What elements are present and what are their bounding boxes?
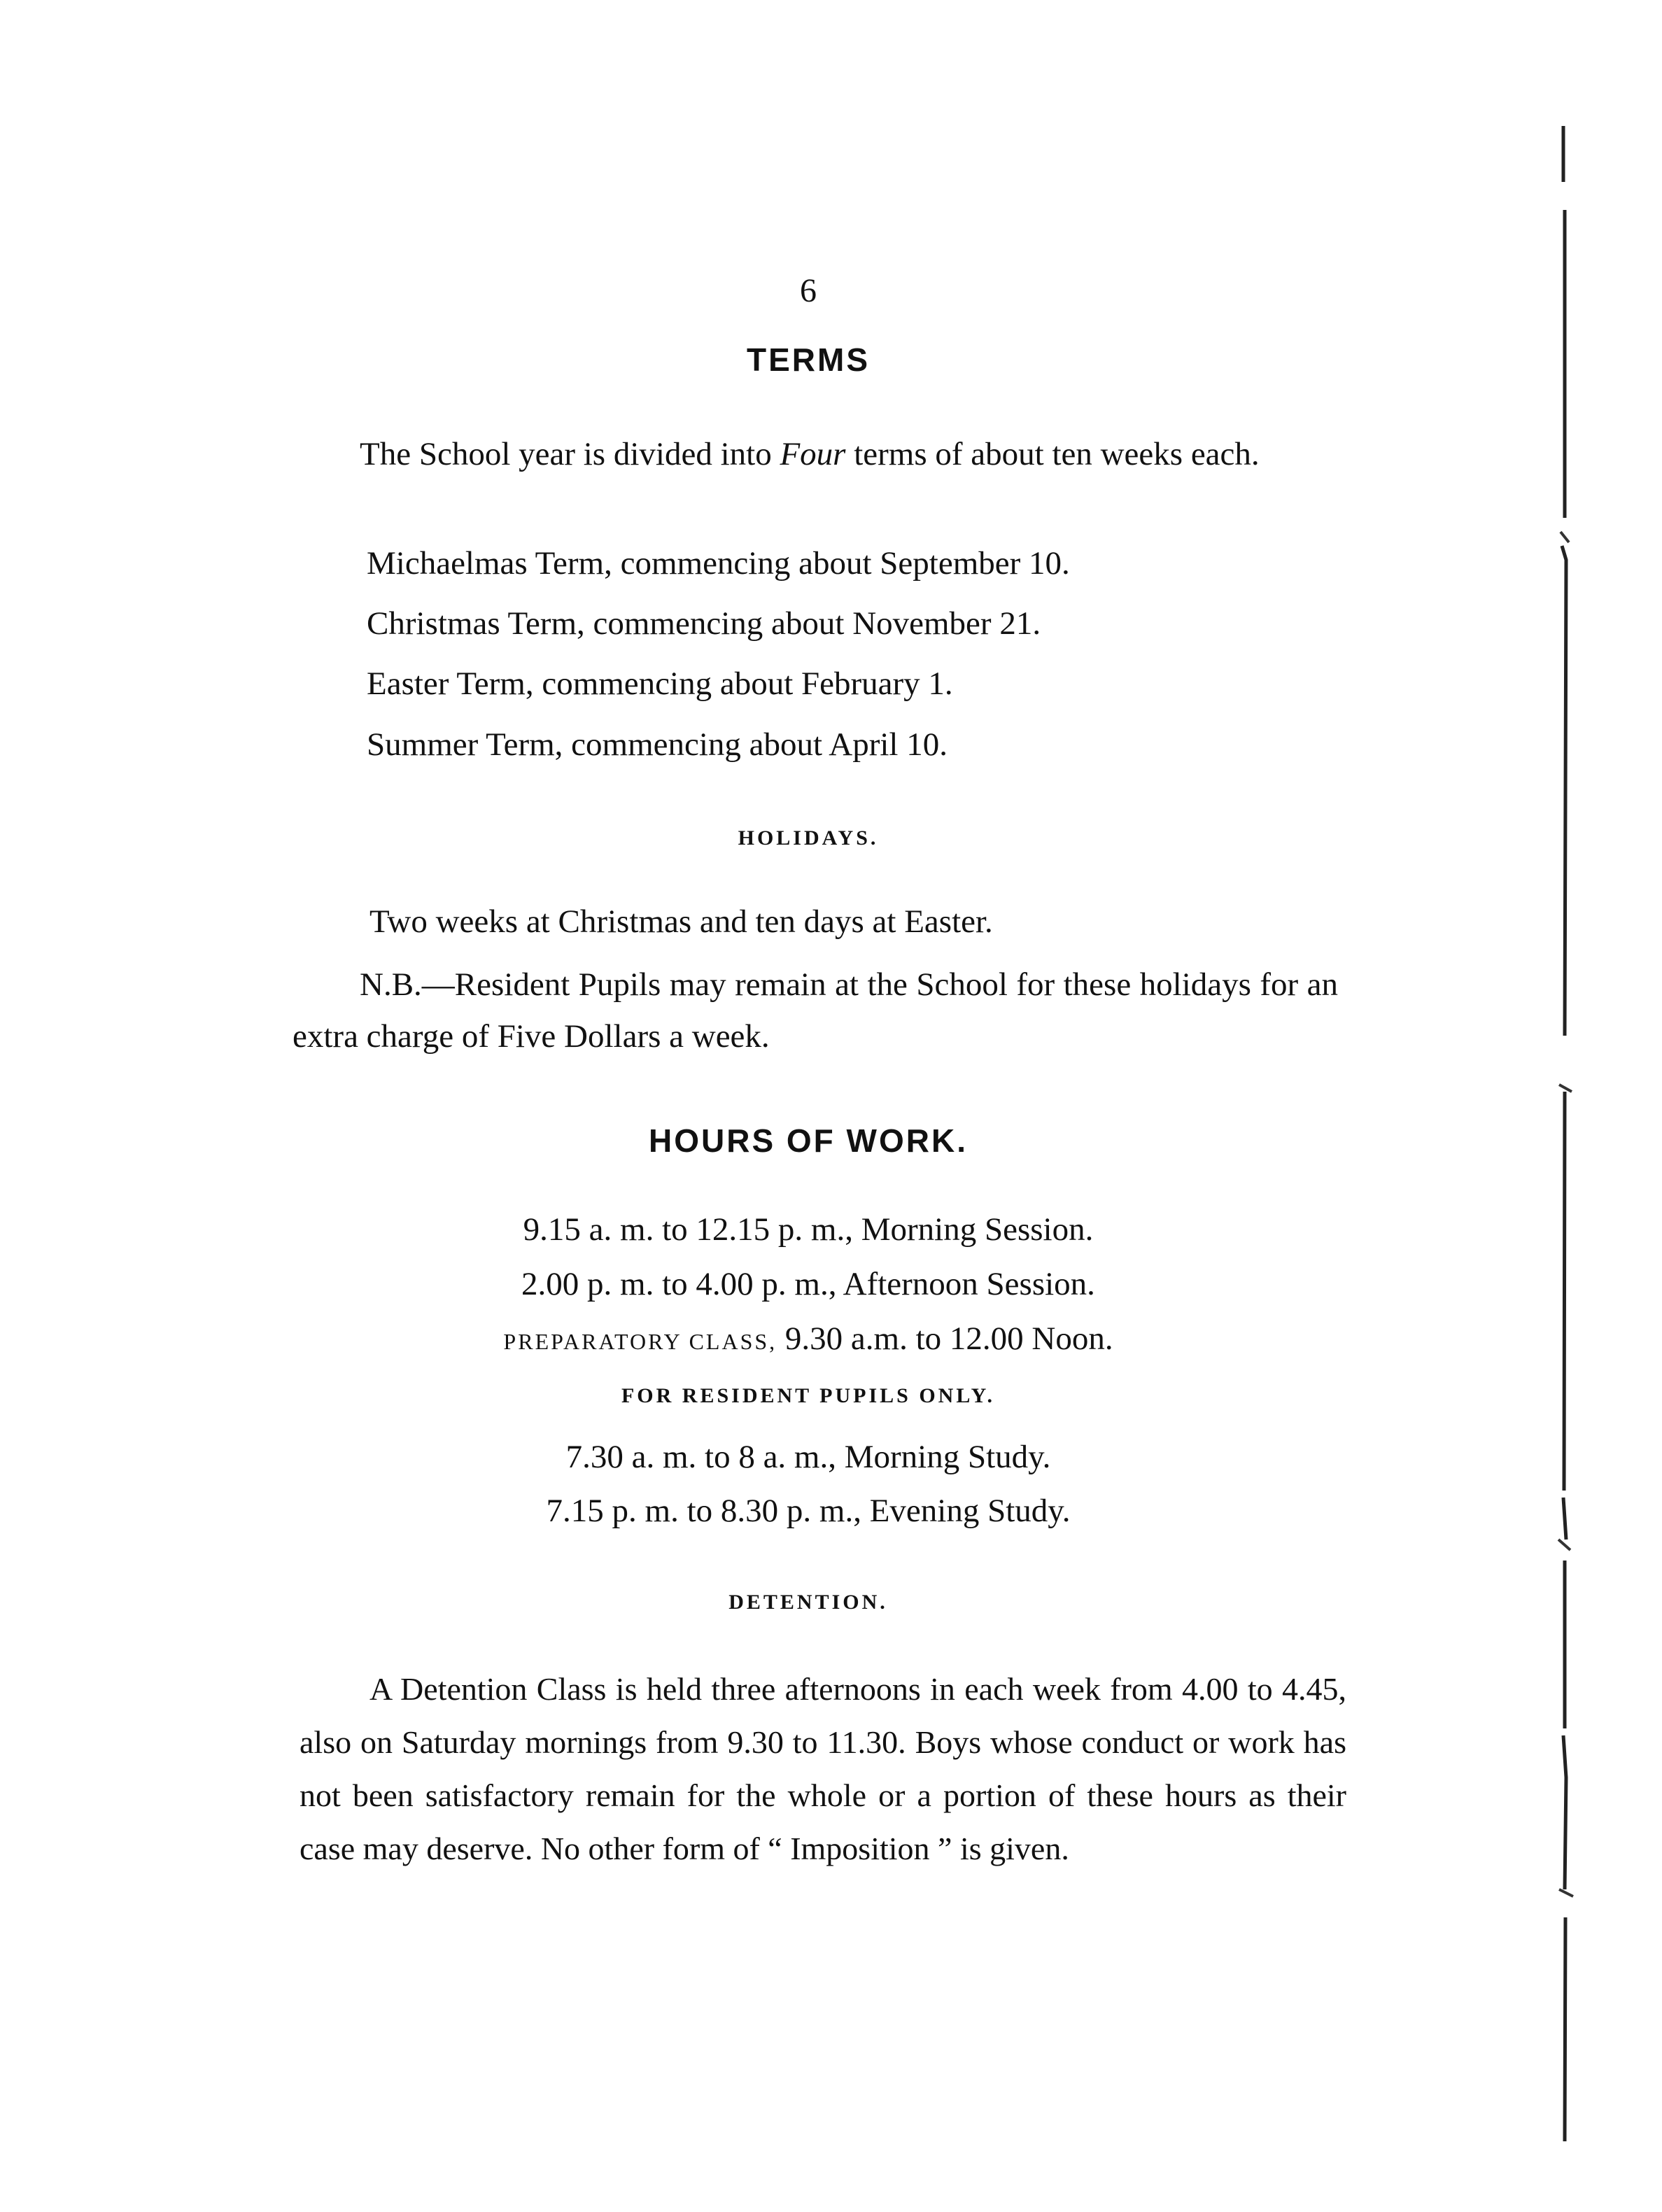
term-line-christmas: Christmas Term, commencing about November 21. xyxy=(367,605,1041,642)
schedule-afternoon-session: 2.00 p. m. to 4.00 p. m., Afternoon Session. xyxy=(521,1266,1095,1302)
schedule-morning-session: 9.15 a. m. to 12.15 p. m., Morning Session. xyxy=(523,1211,1094,1248)
preparatory-class-time: 9.30 a.m. to 12.00 Noon. xyxy=(777,1320,1113,1357)
schedule-evening-study: 7.15 p. m. to 8.30 p. m., Evening Study. xyxy=(546,1493,1071,1529)
detention-heading: DETENTION. xyxy=(728,1591,888,1614)
holidays-heading: HOLIDAYS. xyxy=(738,826,879,850)
preparatory-class-label: PREPARATORY CLASS, xyxy=(503,1329,777,1354)
terms-intro-text-end: terms of about ten weeks each. xyxy=(845,436,1260,472)
hours-of-work-heading: HOURS OF WORK. xyxy=(649,1122,968,1159)
terms-heading: TERMS xyxy=(747,341,870,378)
holidays-line: Two weeks at Christmas and ten days at Easter. xyxy=(369,903,993,940)
term-line-summer: Summer Term, commencing about April 10. xyxy=(367,726,948,763)
holidays-note-paragraph: N.B.—Resident Pupils may remain at the School for these holidays for an extra charge of Five Dollars a week. xyxy=(293,966,1338,1055)
scan-binding-edge xyxy=(1555,126,1583,2141)
schedule-morning-study: 7.30 a. m. to 8 a. m., Morning Study. xyxy=(565,1439,1051,1475)
terms-intro-text: The School year is divided into xyxy=(360,436,780,472)
page-number: 6 xyxy=(800,272,817,309)
term-line-easter: Easter Term, commencing about February 1. xyxy=(367,665,953,702)
schedule-preparatory-class xyxy=(0,1320,1617,1358)
terms-intro-emphasis: Four xyxy=(780,436,846,472)
detention-paragraph: A Detention Class is held three afternoons in each week from 4.00 to 4.45, also on Saturday mornings from 9.30 to 11.30. Boys whose conduct or work has not been satisfactory remain for the whole or a portion of these hours as their case may deserve. No other form of “ Imposition ” is given. xyxy=(300,1671,1346,1866)
term-line-michaelmas: Michaelmas Term, commencing about September 10. xyxy=(367,545,1070,582)
resident-pupils-heading: FOR RESIDENT PUPILS ONLY. xyxy=(621,1384,996,1407)
terms-intro-paragraph xyxy=(293,428,1338,480)
